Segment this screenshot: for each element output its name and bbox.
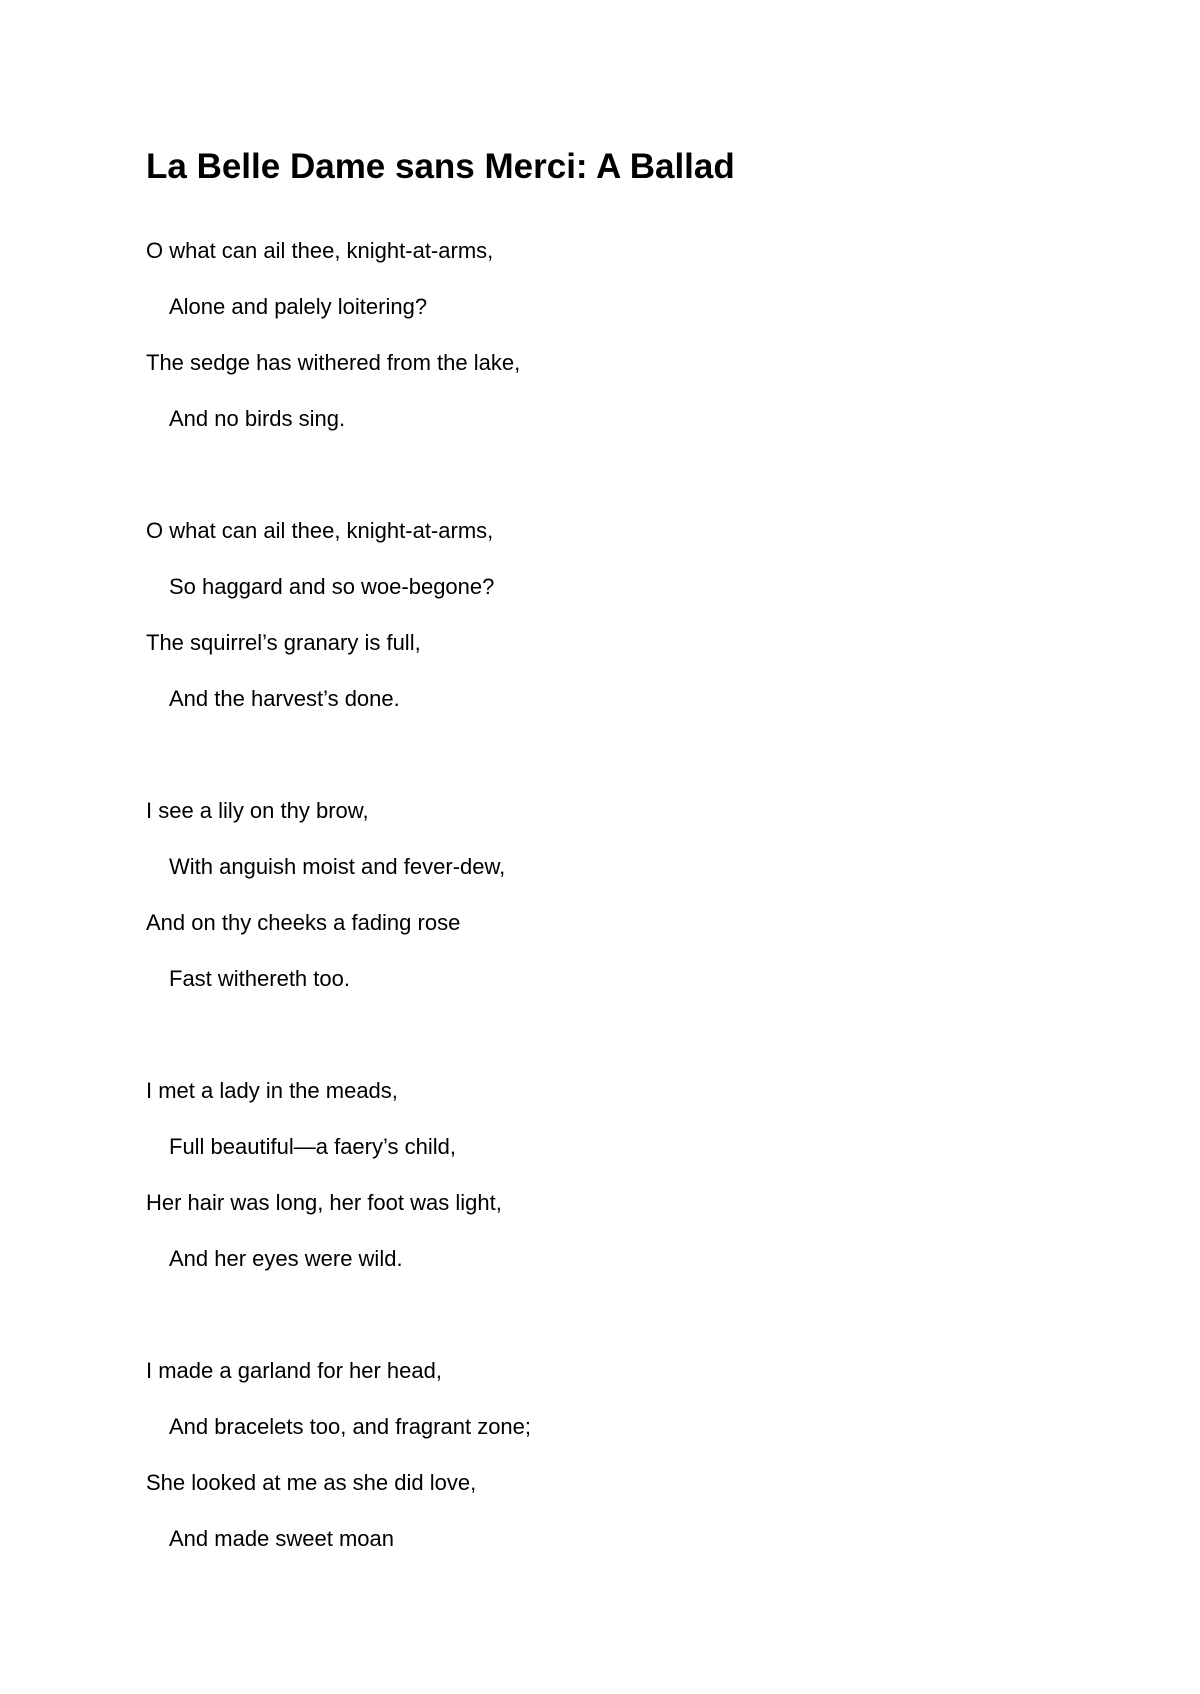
poem-line: And the harvest’s done. [169, 686, 400, 711]
poem-line: Fast withereth too. [169, 966, 350, 991]
poem-line: Full beautiful—a faery’s child, [169, 1134, 456, 1159]
poem-line: With anguish moist and fever-dew, [169, 854, 506, 879]
poem-line: And on thy cheeks a fading rose [146, 910, 461, 935]
poem-line: And no birds sing. [169, 406, 346, 431]
poem-line: The sedge has withered from the lake, [146, 350, 521, 375]
poem-line: And bracelets too, and fragrant zone; [169, 1414, 532, 1439]
poem-line: And made sweet moan [169, 1526, 395, 1551]
poem-line: I see a lily on thy brow, [146, 798, 369, 823]
poem-line: And her eyes were wild. [169, 1246, 403, 1271]
poem-line: So haggard and so woe-begone? [169, 574, 495, 599]
poem-line: She looked at me as she did love, [146, 1470, 477, 1495]
poem-line: O what can ail thee, knight-at-arms, [146, 518, 494, 543]
poem-line: Her hair was long, her foot was light, [146, 1190, 502, 1215]
poem-line: I met a lady in the meads, [146, 1078, 398, 1103]
poem-line: Alone and palely loitering? [169, 294, 428, 319]
poem-line: I made a garland for her head, [146, 1358, 442, 1383]
poem-line: The squirrel’s granary is full, [146, 630, 421, 655]
poem-line: O what can ail thee, knight-at-arms, [146, 238, 494, 263]
poem-title: La Belle Dame sans Merci: A Ballad [146, 147, 735, 186]
